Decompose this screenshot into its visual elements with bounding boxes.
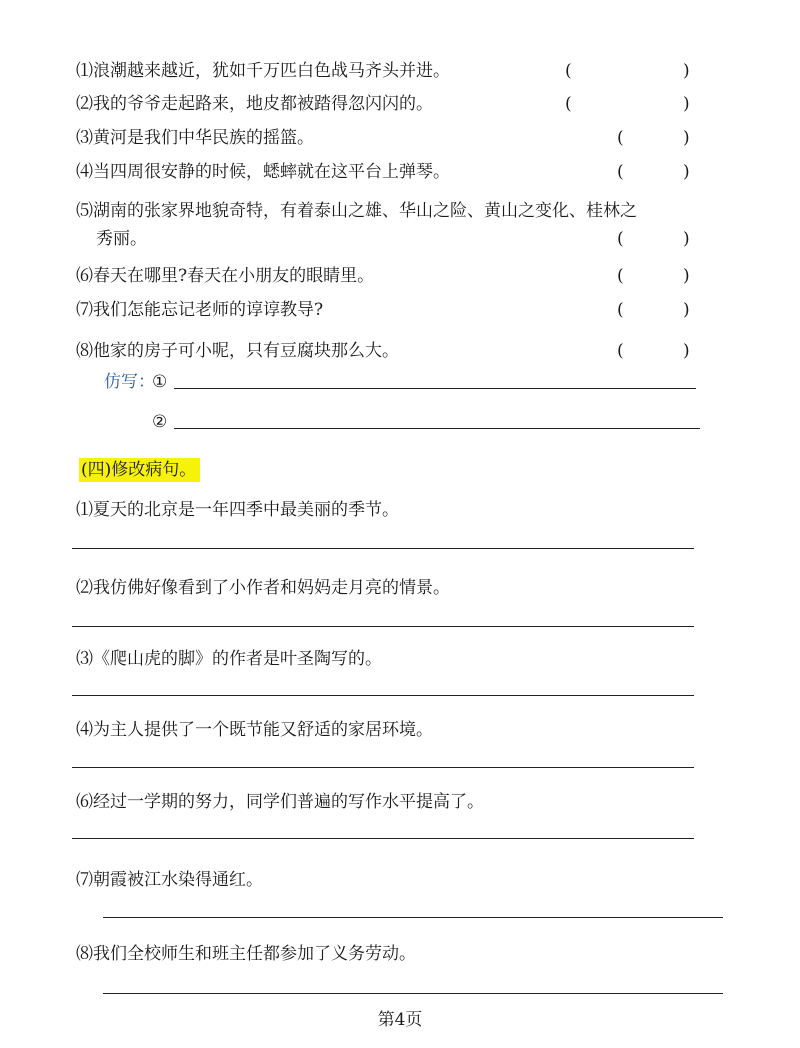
- sentence-text: 浪潮越来越近，犹如千万匹白色战马齐头并进。: [93, 61, 450, 81]
- answer-paren-close: ): [683, 300, 690, 320]
- sentence-5: [76, 200, 637, 222]
- imitate-label: 仿写：: [104, 372, 155, 392]
- answer-paren-open: (: [565, 94, 572, 114]
- page-number: 第4页: [377, 1010, 423, 1030]
- sentence-1: [76, 60, 450, 82]
- sentence-number: ⑴: [76, 61, 93, 81]
- answer-paren-open: (: [617, 162, 624, 182]
- imitate-marker-1: ①: [152, 372, 168, 392]
- sentence-3: [76, 127, 314, 149]
- section-title: (四)修改病句。: [79, 458, 200, 482]
- answer-paren-close: ): [683, 341, 690, 361]
- answer-paren-close: ): [683, 266, 690, 286]
- answer-paren-open: (: [617, 341, 624, 361]
- sentence-number: ⑻: [76, 944, 93, 964]
- sentence-text: 《爬山虎的脚》的作者是叶圣陶写的。: [93, 649, 382, 669]
- sentence-text: 黄河是我们中华民族的摇篮。: [93, 128, 314, 148]
- sentence-text: 我们全校师生和班主任都参加了义务劳动。: [93, 944, 416, 964]
- sentence-number: ⑺: [76, 870, 93, 890]
- answer-line[interactable]: [72, 838, 694, 839]
- sentence-number: ⑵: [76, 578, 93, 598]
- sick-sentence-3: [76, 648, 382, 670]
- sentence-number: ⑵: [76, 94, 93, 114]
- answer-line[interactable]: [103, 917, 723, 918]
- sentence-number: ⑷: [76, 720, 93, 740]
- answer-line[interactable]: [72, 548, 694, 549]
- sentence-text: 朝霞被江水染得通红。: [93, 870, 263, 890]
- answer-paren-open: (: [565, 61, 572, 81]
- sentence-text: 为主人提供了一个既节能又舒适的家居环境。: [93, 720, 433, 740]
- sick-sentence-4: [76, 719, 433, 741]
- sentence-number: ⑶: [76, 649, 93, 669]
- answer-paren-close: ): [683, 162, 690, 182]
- answer-paren-open: (: [617, 266, 624, 286]
- answer-paren-close: ): [683, 128, 690, 148]
- sentence-text: 夏天的北京是一年四季中最美丽的季节。: [93, 500, 399, 520]
- answer-paren-close: ): [683, 94, 690, 114]
- sick-sentence-2: [76, 577, 450, 599]
- sentence-number: ⑸: [76, 201, 93, 221]
- sick-sentence-1: [76, 499, 399, 521]
- sentence-number: ⑻: [76, 341, 93, 361]
- answer-paren-open: (: [617, 300, 624, 320]
- answer-paren-close: ): [683, 61, 690, 81]
- answer-line[interactable]: [72, 695, 694, 696]
- sentence-number: ⑶: [76, 128, 93, 148]
- sentence-text: 我的爷爷走起路来，地皮都被踏得忽闪闪的。: [93, 94, 433, 114]
- imitate-answer-line-1[interactable]: [174, 388, 696, 389]
- sentence-4: [76, 161, 450, 183]
- sentence-6: [76, 265, 374, 287]
- sentence-text: 他家的房子可小呢，只有豆腐块那么大。: [93, 341, 399, 361]
- sentence-number: ⑺: [76, 300, 93, 320]
- answer-paren-open: (: [617, 229, 624, 249]
- sentence-8: [76, 340, 399, 362]
- sentence-number: ⑹: [76, 792, 93, 812]
- imitate-marker-2: ②: [152, 412, 168, 432]
- sentence-number: ⑹: [76, 266, 93, 286]
- answer-line[interactable]: [72, 767, 694, 768]
- sentence-number: ⑴: [76, 500, 93, 520]
- answer-paren-open: (: [617, 128, 624, 148]
- sentence-text: 我们怎能忘记老师的谆谆教导?: [93, 300, 324, 320]
- sentence-number: ⑷: [76, 162, 93, 182]
- sentence-2: [76, 93, 433, 115]
- sentence-text: 当四周很安静的时候，蟋蟀就在这平台上弹琴。: [93, 162, 450, 182]
- sentence-text: 春天在哪里?春天在小朋友的眼睛里。: [93, 266, 375, 286]
- answer-line[interactable]: [72, 626, 694, 627]
- sentence-text: 经过一学期的努力，同学们普遍的写作水平提高了。: [93, 792, 484, 812]
- imitate-answer-line-2[interactable]: [174, 428, 700, 429]
- sentence-text: 湖南的张家界地貌奇特，有着泰山之雄、华山之险、黄山之变化、桂林之: [93, 201, 637, 221]
- sick-sentence-8: [76, 943, 416, 965]
- sick-sentence-7: [76, 869, 263, 891]
- sick-sentence-6: [76, 791, 484, 813]
- answer-line[interactable]: [103, 993, 723, 994]
- sentence-5-continuation: 秀丽。: [96, 229, 147, 249]
- answer-paren-close: ): [683, 229, 690, 249]
- sentence-7: [76, 299, 323, 321]
- sentence-text: 我仿佛好像看到了小作者和妈妈走月亮的情景。: [93, 578, 450, 598]
